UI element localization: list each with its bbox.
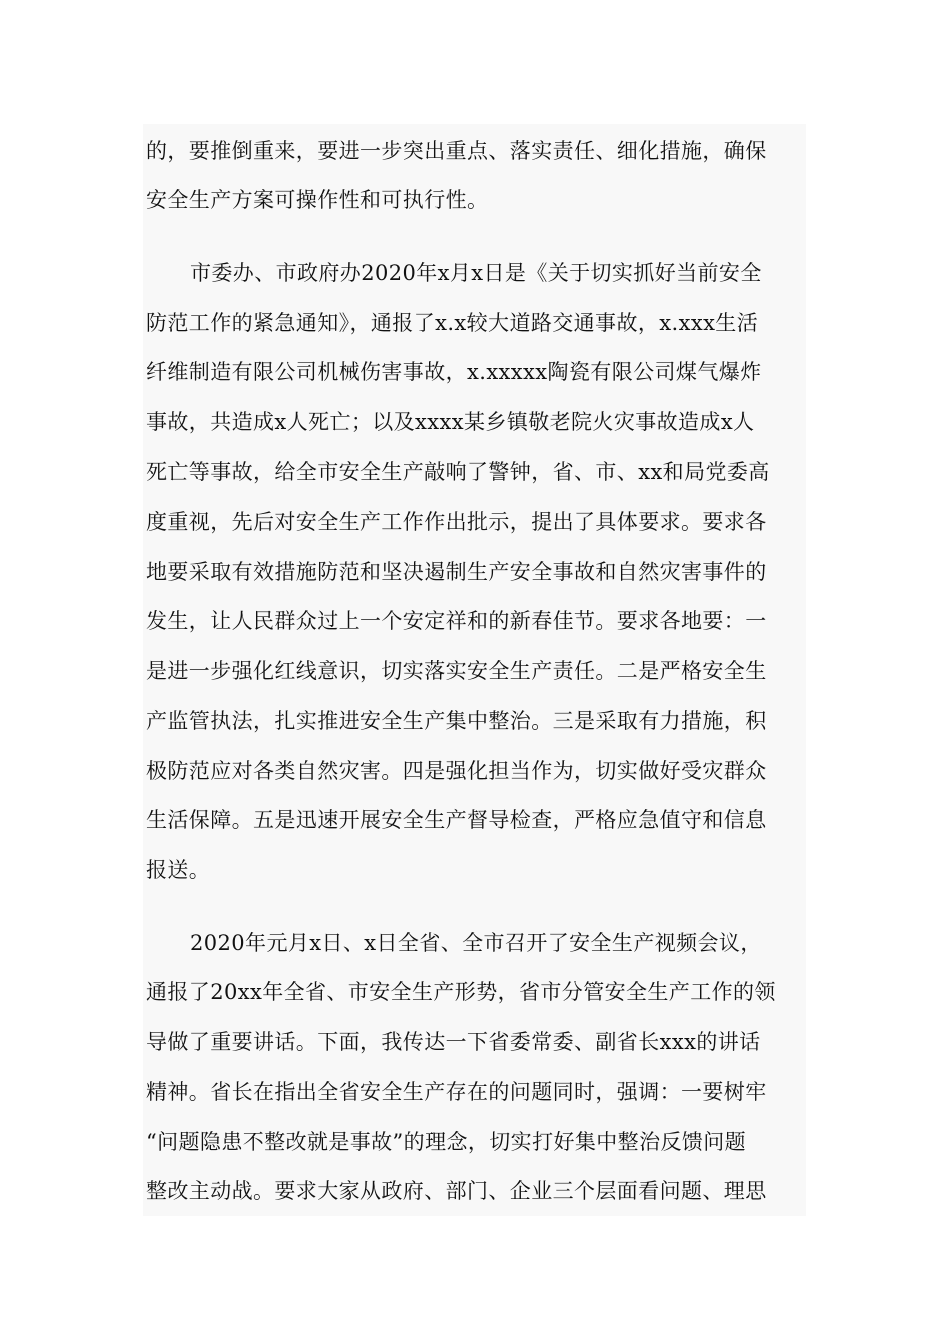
text-line: 安全生产方案可操作性和可执行性。 (146, 188, 489, 212)
text-line: 防范工作的紧急通知》，通报了x.x较大道路交通事故，x.xxx生活 (146, 311, 759, 335)
text-line: 是进一步强化红线意识，切实落实安全生产责任。二是严格安全生 (146, 659, 767, 683)
text-line: 2020年元月x日、x日全省、全市召开了安全生产视频会议， (190, 931, 762, 955)
text-line: 纤维制造有限公司机械伤害事故，x.xxxxx陶瓷有限公司煤气爆炸 (146, 360, 762, 384)
text-line: 精神。省长在指出全省安全生产存在的问题同时，强调：一要树牢 (146, 1080, 767, 1104)
text-line: 报送。 (146, 858, 211, 882)
text-line: 的，要推倒重来，要进一步突出重点、落实责任、细化措施，确保 (146, 139, 767, 163)
text-line: 通报了20xx年全省、市安全生产形势，省市分管安全生产工作的领 (146, 980, 776, 1004)
text-line: 整改主动战。要求大家从政府、部门、企业三个层面看问题、理思 (146, 1179, 767, 1203)
text-line: 死亡等事故，给全市安全生产敲响了警钟，省、市、xx和局党委高 (146, 460, 770, 484)
text-line: 发生，让人民群众过上一个安定祥和的新春佳节。要求各地要：一 (146, 609, 767, 633)
text-line: 地要采取有效措施防范和坚决遏制生产安全事故和自然灾害事件的 (146, 560, 767, 584)
text-line: 导做了重要讲话。下面，我传达一下省委常委、副省长xxx的讲话 (146, 1030, 761, 1054)
text-line: 市委办、市政府办2020年x月x日是《关于切实抓好当前安全 (190, 261, 762, 285)
text-line: 极防范应对各类自然灾害。四是强化担当作为，切实做好受灾群众 (146, 759, 767, 783)
text-line: 生活保障。五是迅速开展安全生产督导检查，严格应急值守和信息 (146, 808, 767, 832)
text-line: “问题隐患不整改就是事故”的理念，切实打好集中整治反馈问题 (146, 1130, 747, 1154)
text-line: 事故，共造成x人死亡；以及xxxx某乡镇敬老院火灾事故造成x人 (146, 410, 755, 434)
text-line: 产监管执法，扎实推进安全生产集中整治。三是采取有力措施，积 (146, 709, 767, 733)
text-line: 度重视，先后对安全生产工作作出批示，提出了具体要求。要求各 (146, 510, 767, 534)
